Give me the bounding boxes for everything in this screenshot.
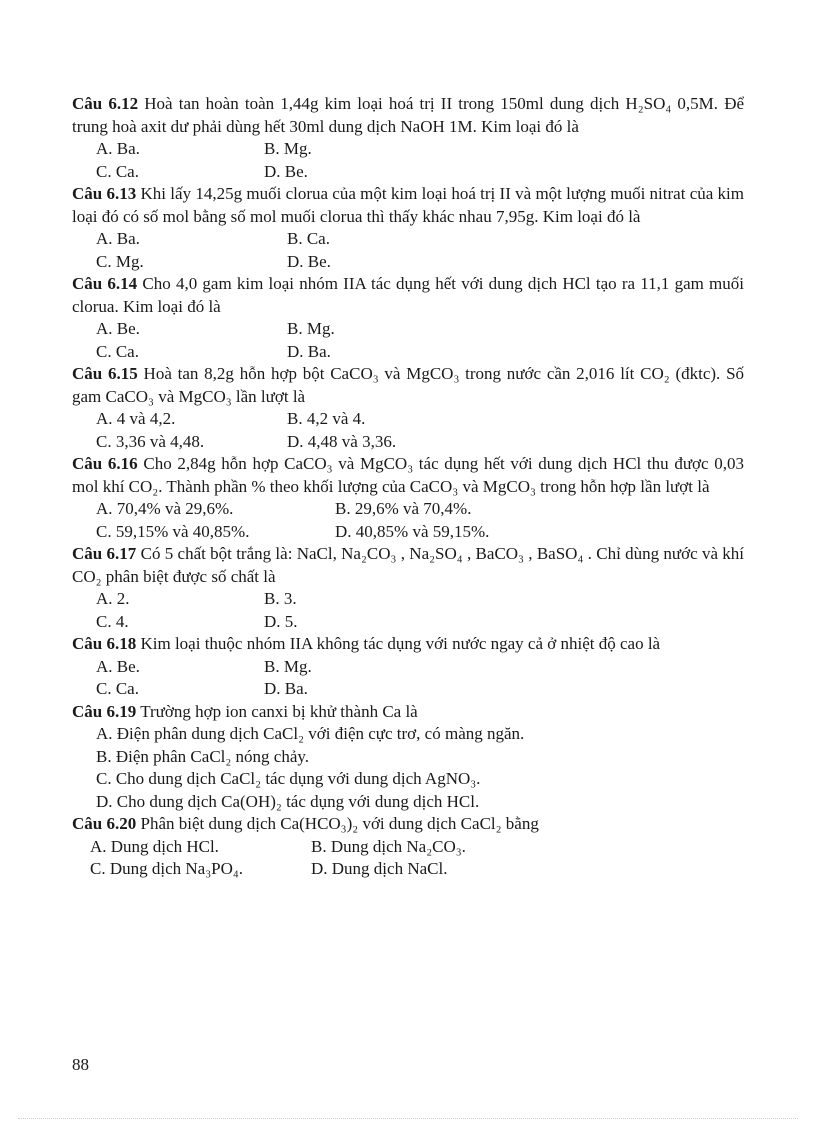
- option-c: C. Ca.: [96, 679, 139, 698]
- option-a: A. Be.: [96, 319, 140, 338]
- question-label: Câu 6.17: [72, 544, 137, 563]
- option-b: B. 29,6% và 70,4%.: [335, 499, 472, 518]
- option-b: B. Ca.: [287, 229, 330, 248]
- option-b: B. Điện phân CaCl₂ nóng chảy.: [96, 746, 310, 766]
- option-d: D. Ba.: [287, 341, 331, 361]
- option-a: A. Ba.: [96, 229, 140, 248]
- option-a: A. Điện phân dung dịch CaCl₂ với điện cực trơ, có màng ngăn.: [96, 724, 525, 743]
- option-c: C. 59,15% và 40,85%.: [96, 521, 250, 541]
- option-a: A. 2.: [96, 589, 130, 608]
- option-d: D. Dung dịch NaCl.: [311, 859, 448, 878]
- question-6-13: [72, 183, 744, 273]
- question-label: Câu 6.18: [72, 634, 137, 653]
- option-b: B. 4,2 và 4.: [287, 409, 366, 428]
- option-d: D. Cho dung dịch Ca(OH)₂ tác dụng với dung dịch HCl.: [96, 791, 480, 811]
- option-a: A. 70,4% và 29,6%.: [96, 499, 234, 518]
- question-6-19: [72, 701, 744, 814]
- question-label: Câu 6.12: [72, 94, 139, 113]
- question-6-15: [72, 363, 744, 453]
- option-a: A. Be.: [96, 656, 140, 676]
- option-b: B. 3.: [264, 589, 297, 608]
- question-6-18: [72, 633, 744, 701]
- option-d: D. Be.: [264, 161, 308, 181]
- question-label: Câu 6.14: [72, 274, 138, 293]
- question-stem: Khi lấy 14,25g muối clorua của một kim loại hoá trị II và một lượng muối nitrat của kim loại đó có số mol bằng số mol muối clorua thì thấy khác nhau 7,95g. Kim loại đó là: [72, 184, 745, 226]
- question-6-12: [72, 93, 744, 183]
- option-b: B. Mg.: [264, 139, 312, 158]
- option-b: B. Mg.: [287, 319, 335, 338]
- question-label: Câu 6.15: [72, 364, 138, 383]
- page-bottom-divider: [18, 1118, 798, 1119]
- option-d: D. 4,48 và 3,36.: [287, 431, 397, 451]
- document-page: [72, 93, 744, 881]
- question-label: Câu 6.13: [72, 184, 137, 203]
- question-stem: Cho 2,84g hỗn hợp CaCO₃ và MgCO₃ tác dụng hết với dung dịch HCl thu được 0,03 mol khí CO₂. Thành phần % theo khối lượng của CaCO₃ và MgCO₃ trong hỗn hợp lần lượt là: [72, 454, 745, 496]
- question-stem: Hoà tan 8,2g hỗn hợp bột CaCO₃ và MgCO₃ trong nước cần 2,016 lít CO₂ (đktc). Số gam CaCO₃ và MgCO₃ lần lượt là: [72, 364, 745, 406]
- option-a: A. Dung dịch HCl.: [90, 836, 219, 856]
- option-c: C. 3,36 và 4,48.: [96, 431, 205, 451]
- question-6-14: [72, 273, 744, 363]
- option-c: C. Ca.: [96, 341, 139, 361]
- option-d: D. Be.: [287, 251, 331, 271]
- question-6-17: [72, 543, 744, 633]
- option-d: D. 40,85% và 59,15%.: [335, 521, 490, 541]
- question-stem: Kim loại thuộc nhóm IIA không tác dụng với nước ngay cả ở nhiệt độ cao là: [140, 634, 661, 653]
- option-d: D. Ba.: [264, 679, 308, 698]
- option-a: A. Ba.: [96, 139, 140, 158]
- option-a: A. 4 và 4,2.: [96, 409, 176, 428]
- option-c: C. Mg.: [96, 251, 144, 271]
- question-label: Câu 6.19: [72, 701, 137, 721]
- question-stem: Có 5 chất bột trắng là: NaCl, Na₂CO₃ , Na₂SO₄ , BaCO₃ , BaSO₄ . Chỉ dùng nước và khí CO₂ phân biệt được số chất là: [72, 544, 745, 586]
- option-b: B. Mg.: [264, 656, 312, 676]
- question-label: Câu 6.20: [72, 814, 137, 833]
- option-b: B. Dung dịch Na₂CO₃.: [311, 836, 466, 856]
- question-stem: Phân biệt dung dịch Ca(HCO₃)₂ với dung dịch CaCl₂ bằng: [140, 814, 539, 833]
- question-stem: Hoà tan hoàn toàn 1,44g kim loại hoá trị II trong 150ml dung dịch H₂SO₄ 0,5M. Để trung hoà axit dư phải dùng hết 30ml dung dịch NaOH 1M. Kim loại đó là: [72, 94, 745, 136]
- page-number: 88: [72, 1055, 89, 1074]
- option-c: C. Dung dịch Na₃PO₄.: [90, 859, 244, 878]
- question-6-16: [72, 453, 744, 543]
- option-c: C. Ca.: [96, 161, 139, 181]
- option-c: C. 4.: [96, 611, 129, 631]
- option-d: D. 5.: [264, 611, 298, 631]
- question-stem: Cho 4,0 gam kim loại nhóm IIA tác dụng hết với dung dịch HCl tạo ra 11,1 gam muối clorua. Kim loại đó là: [72, 274, 744, 316]
- option-c: C. Cho dung dịch CaCl₂ tác dụng với dung dịch AgNO₃.: [96, 769, 481, 788]
- question-6-20: [72, 813, 744, 881]
- question-stem: Trường hợp ion canxi bị khử thành Ca là: [140, 701, 418, 721]
- question-label: Câu 6.16: [72, 454, 138, 473]
